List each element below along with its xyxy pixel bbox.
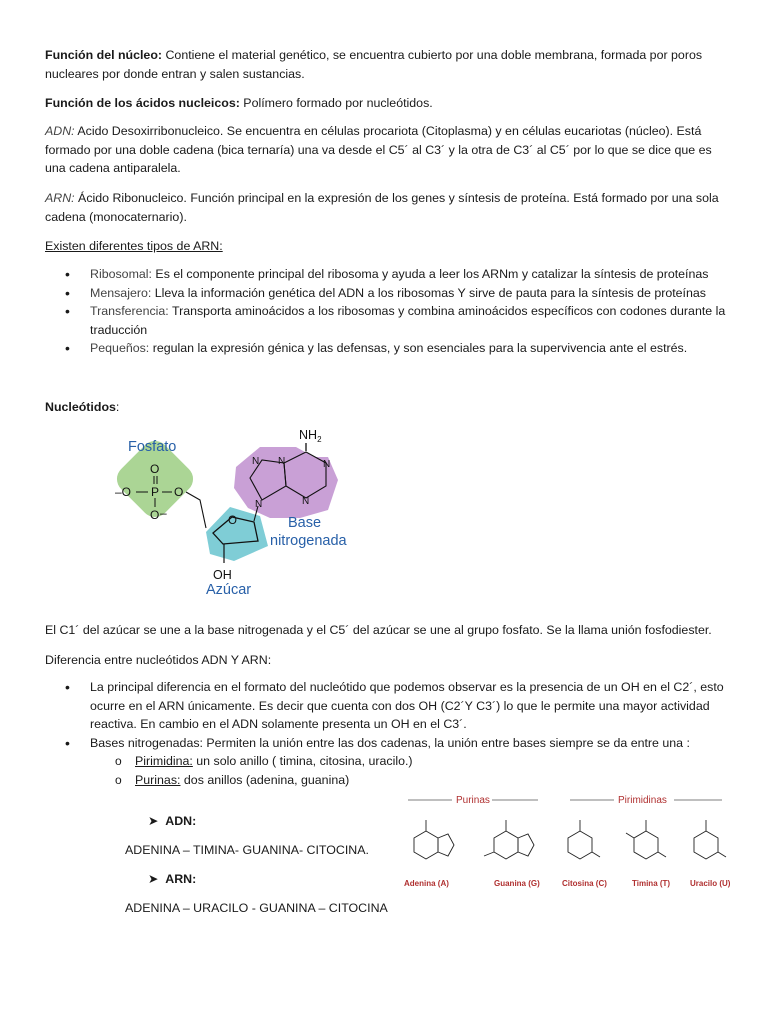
adn-text: Acido Desoxirribonucleico. Se encuentra en células procariota (Citoplasma) y en células eucariotas (núcleo). Está formado por una doble cadena (bica ternaría) una va desde el C5´ al C3´ y la otra de C3´ al C5´ por lo que se dice que es una cadena antiparalela. xyxy=(45,124,712,175)
uracil-structure xyxy=(694,820,726,859)
n-atom: N xyxy=(255,499,263,510)
list-item xyxy=(45,302,735,339)
adn-sequence-label: ADN: xyxy=(165,814,197,828)
nucleic-acids-paragraph xyxy=(45,94,730,113)
nucleotide-diagram xyxy=(110,420,365,600)
nucleus-function-text: Contiene el material genético, se encuentra cubierto por una doble membrana, formada por poros nucleares por donde entran y salen sustancias. xyxy=(45,48,703,81)
list-item: • La principal diferencia en el formato del nucleótido que podemos observar es la presencia de un OH en el C2´, esto ocurre en el ARN únicamente. Es decir que cuenta con dos OH (C2´Y C3´) lo que le permite una mayor actividad reactiva. En cambio en el ADN solamente presenta un OH en el C3´. xyxy=(45,678,735,734)
difference-list xyxy=(45,678,735,789)
arn-type-text: Es el componente principal del ribosoma y ayuda a leer los ARNm y catalizar la síntesis de proteínas xyxy=(151,267,709,281)
base-caption: Guanina (G) xyxy=(494,879,540,888)
nucleic-acids-text: Polímero formado por nucleótidos. xyxy=(239,96,433,110)
arn-type-text: regulan la expresión génica y las defensas, y son esenciales para la supervivencia ante el estrés. xyxy=(149,341,688,355)
phosphate-sugar-link xyxy=(186,492,206,528)
pirimidinas-label: Pirimidinas xyxy=(618,795,667,806)
base-label-line2: nitrogenada xyxy=(270,533,347,549)
union-paragraph: El C1´ del azúcar se une a la base nitrogenada y el C5´ del azúcar se une al grupo fosfato. Se la llama unión fosfodiester. xyxy=(45,623,712,637)
nucleus-function-label: Función del núcleo: xyxy=(45,48,163,62)
base-caption: Adenina (A) xyxy=(404,879,449,888)
ring-o-atom: O xyxy=(228,515,237,527)
arrow-icon: ➤ xyxy=(148,872,159,886)
list-item xyxy=(45,734,735,790)
arn-paragraph xyxy=(45,189,730,226)
guanine-structure xyxy=(484,820,534,859)
o-minus-sign: – xyxy=(160,506,167,520)
n-atom: N xyxy=(278,456,286,467)
base-caption: Citosina (C) xyxy=(562,879,607,888)
base-label-line1: Base xyxy=(288,515,322,531)
arn-type-label: Mensajero: xyxy=(90,285,152,300)
p-atom: P xyxy=(151,485,160,499)
o-right-atom: O xyxy=(174,485,184,499)
cytosine-structure xyxy=(568,820,600,859)
purinas-label: Purinas xyxy=(456,795,490,806)
arn-type-label: Pequeños: xyxy=(90,341,150,355)
list-item xyxy=(45,265,735,284)
pyrimidine-label: Pirimidina: xyxy=(135,754,193,768)
nucleotides-heading-colon: : xyxy=(115,400,120,414)
arn-text: Ácido Ribonucleico. Función principal en la expresión de los genes y síntesis de proteína. Está formado por una sola cadena (monocaternario). xyxy=(45,191,719,224)
adn-paragraph xyxy=(45,122,730,178)
oh-label: OH xyxy=(213,568,232,582)
sugar-shape xyxy=(206,507,268,561)
arn-type-text: Lleva la información genética del ADN a los ribosomas Y sirve de pauta para la síntesis de proteínas xyxy=(151,285,706,300)
o-left-atom: –O xyxy=(115,485,132,499)
fosfato-label: Fosfato xyxy=(128,439,177,455)
adn-label: ADN: xyxy=(45,124,75,138)
n-atom: N xyxy=(302,496,310,507)
adenine-structure xyxy=(414,820,454,859)
n-atom: N xyxy=(323,459,331,470)
n-atom: N xyxy=(252,456,260,467)
list-item xyxy=(90,771,735,790)
azucar-label: Azúcar xyxy=(206,582,252,598)
purine-text: dos anillos (adenina, guanina) xyxy=(180,772,350,787)
difference-heading: Diferencia entre nucleótidos ADN Y ARN: xyxy=(45,653,272,667)
arn-label: ARN: xyxy=(45,191,75,205)
arn-type-text: Transporta aminoácidos a los ribosomas y combina aminoácidos específicos con codones durante la traducción xyxy=(90,304,726,337)
purine-label: Purinas: xyxy=(135,772,181,787)
arn-types-heading: Existen diferentes tipos de ARN: xyxy=(45,239,223,253)
list-item xyxy=(45,339,735,358)
arrow-icon: ➤ xyxy=(148,814,159,828)
arn-types-list xyxy=(45,265,735,358)
arn-type-label: Transferencia: xyxy=(90,304,169,318)
arn-type-label: Ribosomal: xyxy=(90,267,152,281)
nucleic-acids-label: Función de los ácidos nucleicos: xyxy=(45,96,240,110)
thymine-structure xyxy=(626,820,666,859)
list-item xyxy=(90,752,735,771)
arn-sequence-label: ARN: xyxy=(165,872,197,886)
nh2-label: $NH_2$ xyxy=(299,428,322,444)
pyrimidine-text: un solo anillo ( timina, citosina, uracilo.) xyxy=(192,754,413,768)
nucleus-function-paragraph xyxy=(45,46,730,83)
adn-sequence: ADENINA – TIMINA- GUANINA- CITOCINA. xyxy=(125,843,369,857)
base-caption: Timina (T) xyxy=(632,879,671,888)
bases-text: Bases nitrogenadas: Permiten la unión entre las dos cadenas, la unión entre bases siempre se da entre una : xyxy=(90,735,690,750)
list-item xyxy=(45,284,735,303)
adn-sequence-heading xyxy=(148,812,196,830)
arn-sequence-heading xyxy=(148,870,196,888)
base-caption: Uracilo (U) xyxy=(690,879,731,888)
o-top-atom: O xyxy=(150,462,160,476)
nucleotides-heading-label: Nucleótidos xyxy=(45,400,116,414)
o-bottom-atom: O xyxy=(150,508,160,522)
bases-sublist xyxy=(90,752,735,789)
nitrogenous-bases-figure xyxy=(400,790,740,890)
arn-sequence: ADENINA – URACILO - GUANINA – CITOCINA xyxy=(125,901,388,915)
nucleotides-heading xyxy=(45,398,730,417)
